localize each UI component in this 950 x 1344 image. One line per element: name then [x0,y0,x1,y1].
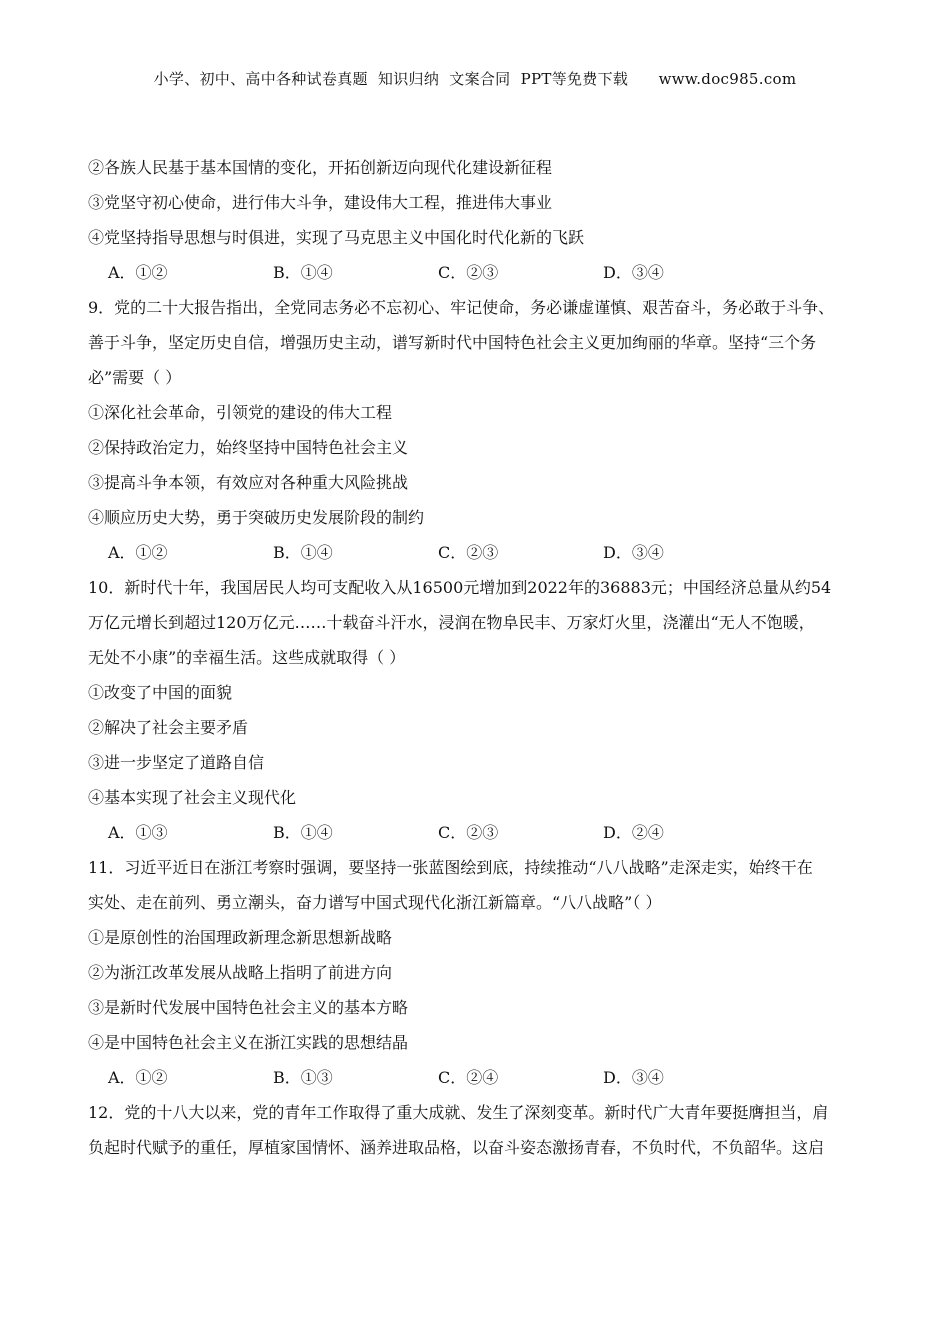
q10-choice-d[interactable]: D．②④ [603,823,664,842]
q10-stem-line-1: 10．新时代十年，我国居民人均可支配收入从16500元增加到2022年的36883元；中国经济总量从约54 [88,578,832,597]
q10-statement-1: ①改变了中国的面貌 [88,683,233,702]
q10-statement-4: ④基本实现了社会主义现代化 [88,788,297,807]
q8-option-statement-2: ②各族人民基于基本国情的变化，开拓创新迈向现代化建设新征程 [88,158,553,177]
q9-choice-d[interactable]: D．③④ [603,543,664,562]
q8-answer-choices [88,255,863,290]
q11-choice-d[interactable]: D．③④ [603,1068,664,1087]
page-header: 小学、初中、高中各种试卷真题 知识归纳 文案合同 PPT等免费下载 www.doc985.com [153,70,797,88]
q9-choice-a[interactable]: A．①② [108,543,168,562]
q11-statement-1: ①是原创性的治国理政新理念新思想新战略 [88,928,393,947]
q9-answer-choices [88,535,863,570]
q12-stem-line-1: 12．党的十八大以来，党的青年工作取得了重大成就、发生了深刻变革。新时代广大青年要挺膺担当，肩 [88,1103,829,1122]
q10-choice-c[interactable]: C．②③ [438,823,499,842]
q11-choice-a[interactable]: A．①② [108,1068,168,1087]
q9-choice-b[interactable]: B．①④ [273,543,333,562]
q11-statement-2: ②为浙江改革发展从战略上指明了前进方向 [88,963,393,982]
q8-choice-c[interactable]: C．②③ [438,263,499,282]
q8-option-statement-3: ③党坚守初心使命，进行伟大斗争，建设伟大工程，推进伟大事业 [88,193,553,212]
q9-statement-4: ④顺应历史大势，勇于突破历史发展阶段的制约 [88,508,425,527]
exam-content [88,150,863,1165]
q9-stem-line-3: 必”需要（ ） [88,368,182,387]
q10-answer-choices [88,815,863,850]
q8-choice-a[interactable]: A．①② [108,263,168,282]
q9-statement-3: ③提高斗争本领，有效应对各种重大风险挑战 [88,473,409,492]
q8-option-statement-4: ④党坚持指导思想与时俱进，实现了马克思主义中国化时代化新的飞跃 [88,228,585,247]
q11-stem-line-1: 11．习近平近日在浙江考察时强调，要坚持一张蓝图绘到底，持续推动“八八战略”走深走实，始终干在 [88,858,813,877]
q8-choice-b[interactable]: B．①④ [273,263,333,282]
q9-stem-line-2: 善于斗争，坚定历史自信，增强历史主动，谱写新时代中国特色社会主义更加绚丽的华章。坚持“三个务 [88,333,817,352]
q11-choice-c[interactable]: C．②④ [438,1068,499,1087]
q11-choice-b[interactable]: B．①③ [273,1068,333,1087]
q9-stem-line-1: 9．党的二十大报告指出，全党同志务必不忘初心、牢记使命，务必谦虚谨慎、艰苦奋斗，务必敢于斗争、 [88,298,835,317]
q10-statement-2: ②解决了社会主要矛盾 [88,718,249,737]
q10-choice-a[interactable]: A．①③ [108,823,168,842]
q10-statement-3: ③进一步坚定了道路自信 [88,753,265,772]
q9-statement-1: ①深化社会革命，引领党的建设的伟大工程 [88,403,393,422]
q9-choice-c[interactable]: C．②③ [438,543,499,562]
q10-stem-line-2: 万亿元增长到超过120万亿元……十载奋斗汗水，浸润在物阜民丰、万家灯火里，浇灌出“无人不饱暖， [88,613,815,632]
q11-stem-line-2: 实处、走在前列、勇立潮头，奋力谱写中国式现代化浙江新篇章。“八八战略”（ ） [88,893,662,912]
q11-statement-4: ④是中国特色社会主义在浙江实践的思想结晶 [88,1033,409,1052]
q10-stem-line-3: 无处不小康”的幸福生活。这些成就取得（ ） [88,648,406,667]
q9-statement-2: ②保持政治定力，始终坚持中国特色社会主义 [88,438,409,457]
q10-choice-b[interactable]: B．①④ [273,823,333,842]
q12-stem-line-2: 负起时代赋予的重任，厚植家国情怀、涵养进取品格，以奋斗姿态激扬青春，不负时代，不负韶华。这启 [88,1138,825,1157]
q11-statement-3: ③是新时代发展中国特色社会主义的基本方略 [88,998,409,1017]
q8-choice-d[interactable]: D．③④ [603,263,664,282]
q11-answer-choices [88,1060,863,1095]
